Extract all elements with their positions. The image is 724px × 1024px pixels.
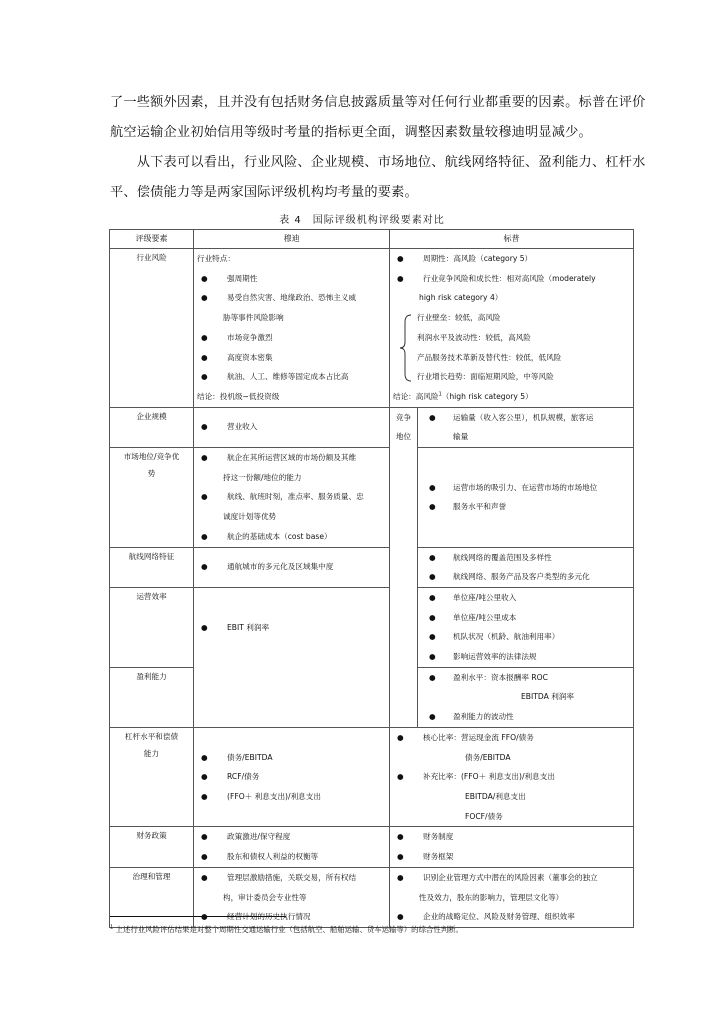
bullet: ● — [201, 752, 208, 762]
factor-industry-risk: 行业风险 — [110, 249, 194, 408]
bullet: ● — [201, 852, 208, 862]
bullet: ● — [201, 872, 208, 882]
sp-market-cell: ● 运营市场的吸引力、在运营市场的市场地位 ● 服务水平和声誉 — [418, 448, 634, 548]
factor-market-position: 市场地位/竞争优 势 — [110, 448, 194, 548]
factor-financial-policy: 财务政策 — [110, 827, 194, 867]
sp-industry-subfactors: 行业壁垒：较低，高风险 利润水平及波动性：较低，高风险 产品服务技术革新及替代性：较低，低风险 行业增长趋势：面临短期风险，中等风险 — [393, 308, 630, 387]
body-paragraph-line: 航空运输企业初始信用等级时考量的指标更全面，调整因素数量较穆迪明显减少。 — [110, 125, 592, 140]
factor-governance: 治理和管理 — [110, 867, 194, 927]
footnote-number: 1 — [110, 924, 114, 931]
bullet: ● — [201, 832, 208, 842]
moodys-scale-cell: ● 营业收入 — [194, 407, 390, 447]
bullet: ● — [429, 502, 436, 512]
bullet: ● — [429, 712, 436, 722]
body-paragraph-line: 平、偿债能力等是两家国际评级机构均考量的要素。 — [110, 185, 418, 200]
bullet: ● — [201, 293, 208, 303]
sp-leverage-cell: ● 核心比率：营运现金流 FFO/债务 债务/EBITDA ● 补充比率：(FFO＋ 利息支出)/利息支出 EBITDA/利息支出 FOCF/债务 — [390, 727, 634, 827]
table-row — [110, 448, 634, 548]
footnote-divider — [110, 916, 286, 917]
bullet: ● — [201, 352, 208, 362]
moodys-efficiency-cell: ● EBIT 利润率 — [194, 587, 390, 727]
moodys-governance-cell: ● 管理层激励措施，关联交易，所有权结 构，审计委员会专业性等 ● 经营计划的历史执行情况 — [194, 867, 390, 927]
bullet: ● — [397, 273, 404, 283]
moodys-industry-cell: 行业特点： ● 强周期性 ● 易受自然灾害、地缘政治、恐怖主义威 胁等事件风险影响 ● 市场竞争激烈 ● 高度资本密集 ● 航油、人工、维修等固定成本占比高 结论：投机级~低投资级 — [194, 249, 390, 408]
bullet: ● — [201, 531, 208, 541]
bullet: ● — [201, 453, 208, 463]
factor-network: 航线网络特征 — [110, 547, 194, 587]
bullet: ● — [429, 552, 436, 562]
table-row — [110, 867, 634, 927]
bullet: ● — [397, 832, 404, 842]
bullet: ● — [201, 372, 208, 382]
factor-profitability: 盈利能力 — [110, 667, 194, 727]
footnote-text: 上述行业风险评估结果是对整个周期性交通运输行业（包括航空、船舶运输、货车运输等）的综合性判断。 — [115, 925, 463, 934]
moodys-policy-cell: ● 政策激进/保守程度 ● 股东和债权人利益的权衡等 — [194, 827, 390, 867]
factor-efficiency: 运营效率 — [110, 587, 194, 667]
table-row — [110, 727, 634, 827]
header-sp: 标普 — [390, 230, 634, 249]
bullet: ● — [201, 422, 208, 432]
moodys-market-cell: ● 航企在其所运营区域的市场份额及其维 持这一份额/地位的能力 ● 航线、航班时刻，准点率、服务质量、忠 诚度计划等优势 ● 航企的基础成本（cost base） — [194, 448, 390, 548]
factor-scale: 企业规模 — [110, 407, 194, 447]
bullet: ● — [397, 872, 404, 882]
header-factor: 评级要素 — [110, 230, 194, 249]
table-row — [110, 547, 634, 587]
sp-scale-cell: ● 运输量（收入客公里），机队规模，旅客运 输量 — [418, 407, 634, 447]
sp-profit-cell: ● 盈利水平：资本报酬率 ROC EBITDA 利润率 ● 盈利能力的波动性 — [418, 667, 634, 727]
bullet: ● — [429, 482, 436, 492]
table-row — [110, 407, 634, 447]
bullet: ● — [201, 492, 208, 502]
bullet: ● — [429, 672, 436, 682]
table-caption: 表 4 国际评级机构评级要素对比 — [279, 215, 445, 226]
table-header-row — [110, 230, 634, 249]
bullet: ● — [397, 254, 404, 263]
rating-factors-table — [109, 229, 634, 928]
bullet: ● — [397, 912, 404, 922]
moodys-leverage-cell: ● 债务/EBITDA ● RCF/债务 ● (FFO＋ 利息支出)/利息支出 — [194, 727, 390, 827]
bullet: ● — [397, 772, 404, 782]
bullet: ● — [201, 332, 208, 342]
curly-brace-icon — [399, 314, 413, 382]
sp-policy-cell: ● 财务制度 ● 财务框架 — [390, 827, 634, 867]
body-paragraph-line: 了一些额外因素，且并没有包括财务信息披露质量等对任何行业都重要的因素。标普在评价 — [110, 95, 646, 110]
factor-leverage: 杠杆水平和偿债 能力 — [110, 727, 194, 827]
footnote-mark: 1 — [438, 391, 442, 398]
bullet: ● — [429, 412, 436, 422]
bullet: ● — [397, 852, 404, 862]
bullet: ● — [429, 612, 436, 622]
body-paragraph-line: 从下表可以看出，行业风险、企业规模、市场地位、航线网络特征、盈利能力、杠杆水 — [110, 155, 646, 170]
sp-efficiency-cell: ● 单位座/吨公里收入 ● 单位座/吨公里成本 ● 机队状况（机龄、航油利用率） ● 影响运营效率的法律法规 — [418, 587, 634, 667]
sp-network-cell: ● 航线网络的覆盖范围及多样性 ● 航线网络、服务产品及客户类型的多元化 — [418, 547, 634, 587]
footnote — [110, 924, 463, 935]
bullet: ● — [429, 592, 436, 602]
moodys-network-cell: ● 通航城市的多元化及区域集中度 — [194, 547, 390, 587]
bullet: ● — [201, 622, 208, 632]
sp-industry-cell: ● 周期性：高风险（category 5） ● 行业竞争风险和成长性：相对高风险（moderately high risk category 4） 行业壁垒：较低，高风险 利润水平及波动性：较低，高风险 产品服务技术革新及替代性：较低，低风险 行业增长趋势：面临短期风险，中等风险 结论：高风险$^1$（high risk category 5） — [390, 249, 634, 408]
bullet: ● — [201, 562, 208, 572]
bullet: ● — [429, 652, 436, 662]
table-row — [110, 827, 634, 867]
bullet: ● — [397, 732, 404, 742]
table-row — [110, 587, 634, 667]
table-row — [110, 249, 634, 408]
header-moodys: 穆迪 — [194, 230, 390, 249]
bullet: ● — [201, 912, 208, 922]
sp-governance-cell: ● 识别企业管理方式中潜在的风险因素（董事会的独立 性及效力，股东的影响力，管理层文化等） ● 企业的战略定位、风险及财务管理、组织效率 — [390, 867, 634, 927]
bullet: ● — [201, 772, 208, 782]
bullet: ● — [201, 791, 208, 801]
sp-competition-label: 竞争 地位 — [390, 407, 418, 727]
bullet: ● — [429, 572, 436, 582]
bullet: ● — [429, 632, 436, 642]
bullet: ● — [201, 273, 208, 283]
